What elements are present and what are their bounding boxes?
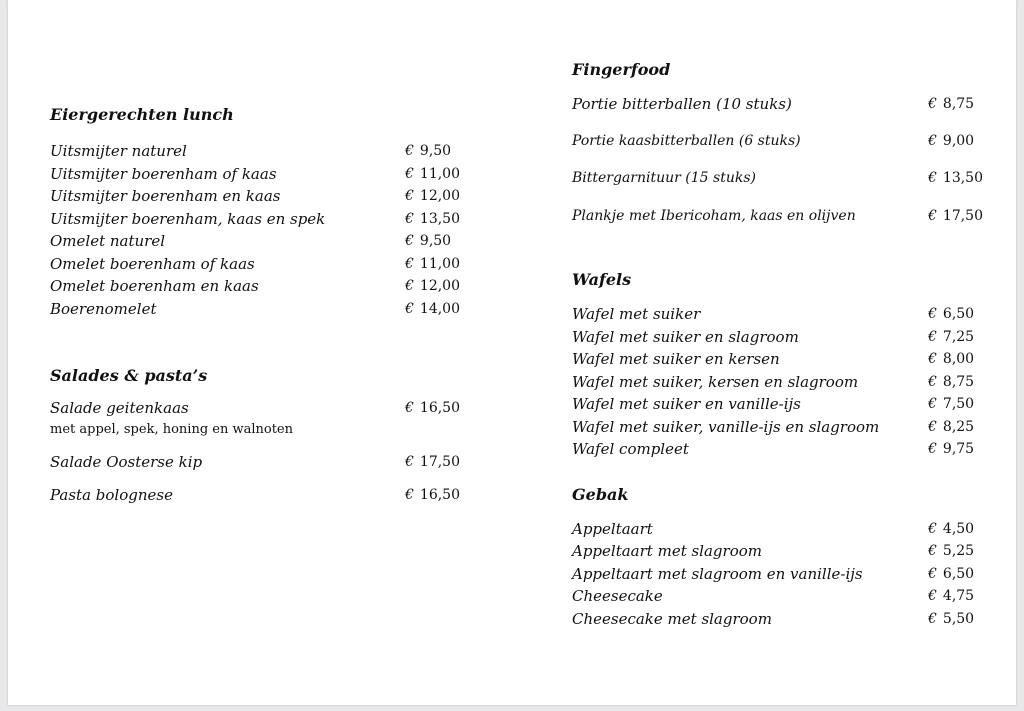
item-name: Cheesecake xyxy=(572,587,663,605)
menu-item xyxy=(50,230,470,253)
item-name: Cheesecake met slagroom xyxy=(572,609,772,628)
item-name: Salade geitenkaas xyxy=(50,399,189,417)
item-price: € 5,50 xyxy=(928,610,975,627)
item-description: met appel, spek, honing en walnoten xyxy=(50,421,293,437)
item-name: Omelet boerenham en kaas xyxy=(50,277,259,295)
menu-item xyxy=(50,397,470,420)
item-name: Portie kaasbitterballen (6 stuks) xyxy=(572,132,801,149)
section-title: Salades & pasta’s xyxy=(50,366,208,385)
item-name: Pasta bolognese xyxy=(50,486,173,504)
menu-item xyxy=(50,275,470,298)
item-price: € 7,50 xyxy=(928,396,975,412)
item-price: € 9,50 xyxy=(405,143,452,159)
item-price: € 13,50 xyxy=(928,170,984,186)
item-price: € 4,75 xyxy=(928,588,975,604)
item-name: Uitsmijter boerenham of kaas xyxy=(50,164,277,183)
right-column xyxy=(572,59,984,630)
menu-item xyxy=(50,484,470,507)
item-name: Wafel met suiker en vanille-ijs xyxy=(572,395,801,413)
menu-item xyxy=(572,438,984,461)
item-price: € 6,50 xyxy=(928,306,975,322)
section-salades xyxy=(50,365,470,507)
menu-item xyxy=(50,140,470,163)
item-price: € 12,00 xyxy=(405,188,461,204)
item-name: Omelet naturel xyxy=(50,232,166,250)
item-price: € 4,50 xyxy=(928,520,975,537)
menu-item xyxy=(572,393,984,416)
item-price: € 5,25 xyxy=(928,543,975,559)
menu-item xyxy=(572,608,984,631)
item-name: Appeltaart xyxy=(572,519,653,538)
menu-item xyxy=(50,253,470,276)
section-fingerfood xyxy=(572,59,984,227)
item-name: Uitsmijter naturel xyxy=(50,142,187,160)
section-eiergerechten xyxy=(50,104,470,320)
item-name: Portie bitterballen (10 stuks) xyxy=(572,95,792,113)
section-title: Fingerfood xyxy=(572,60,671,79)
item-name: Appeltaart met slagroom xyxy=(572,542,762,560)
item-name: Uitsmijter boerenham en kaas xyxy=(50,187,281,205)
menu-item xyxy=(572,167,984,190)
item-price: € 12,00 xyxy=(405,278,461,294)
menu-item xyxy=(572,303,984,326)
menu-item xyxy=(572,518,984,541)
item-price: € 6,50 xyxy=(928,565,975,582)
section-title: Wafels xyxy=(572,270,632,289)
item-name: Omelet boerenham of kaas xyxy=(50,254,255,273)
item-price: € 8,25 xyxy=(928,418,975,435)
item-name: Boerenomelet xyxy=(50,299,157,318)
section-gebak xyxy=(572,484,984,631)
item-name: Wafel met suiker, kersen en slagroom xyxy=(572,372,859,391)
item-name: Bittergarnituur (15 stuks) xyxy=(572,170,756,186)
menu-page xyxy=(8,0,1016,705)
item-name: Appeltaart met slagroom en vanille-ijs xyxy=(572,564,863,583)
menu-item xyxy=(572,563,984,586)
item-price: € 17,50 xyxy=(928,207,984,224)
item-price: € 9,75 xyxy=(928,441,975,457)
item-price: € 8,75 xyxy=(928,96,975,112)
item-name: Wafel met suiker en slagroom xyxy=(572,327,799,346)
menu-item xyxy=(50,298,470,321)
menu-item xyxy=(572,348,984,371)
menu-item xyxy=(50,451,470,474)
item-name: Uitsmijter boerenham, kaas en spek xyxy=(50,209,326,228)
item-price: € 9,00 xyxy=(928,132,975,149)
item-price: € 14,00 xyxy=(405,300,461,317)
item-price: € 16,50 xyxy=(405,487,461,503)
menu-item xyxy=(572,93,984,116)
item-price: € 9,50 xyxy=(405,233,452,249)
menu-item xyxy=(572,540,984,563)
item-name: Wafel met suiker en kersen xyxy=(572,350,780,368)
menu-item xyxy=(572,130,984,153)
menu-item xyxy=(572,371,984,394)
item-name: Wafel met suiker xyxy=(572,305,701,323)
item-price: € 8,00 xyxy=(928,351,975,367)
menu-item xyxy=(50,185,470,208)
item-price: € 17,50 xyxy=(405,453,461,470)
item-price: € 7,25 xyxy=(928,328,975,345)
item-price: € 13,50 xyxy=(405,210,461,227)
menu-item xyxy=(572,585,984,608)
item-price: € 11,00 xyxy=(405,165,461,182)
menu-item xyxy=(572,205,984,228)
left-column xyxy=(50,104,470,507)
section-title: Eiergerechten lunch xyxy=(50,105,234,124)
item-price: € 16,50 xyxy=(405,400,461,416)
menu-item xyxy=(572,416,984,439)
item-name: Salade Oosterse kip xyxy=(50,452,203,471)
item-name: Plankje met Ibericoham, kaas en olijven xyxy=(572,207,856,224)
menu-item xyxy=(50,163,470,186)
section-title: Gebak xyxy=(572,484,629,504)
item-price: € 11,00 xyxy=(405,255,461,272)
menu-item xyxy=(572,326,984,349)
section-wafels xyxy=(572,269,984,461)
item-name: Wafel compleet xyxy=(572,440,689,458)
item-name: Wafel met suiker, vanille-ijs en slagroom xyxy=(572,417,880,436)
item-price: € 8,75 xyxy=(928,373,975,390)
menu-item xyxy=(50,208,470,231)
